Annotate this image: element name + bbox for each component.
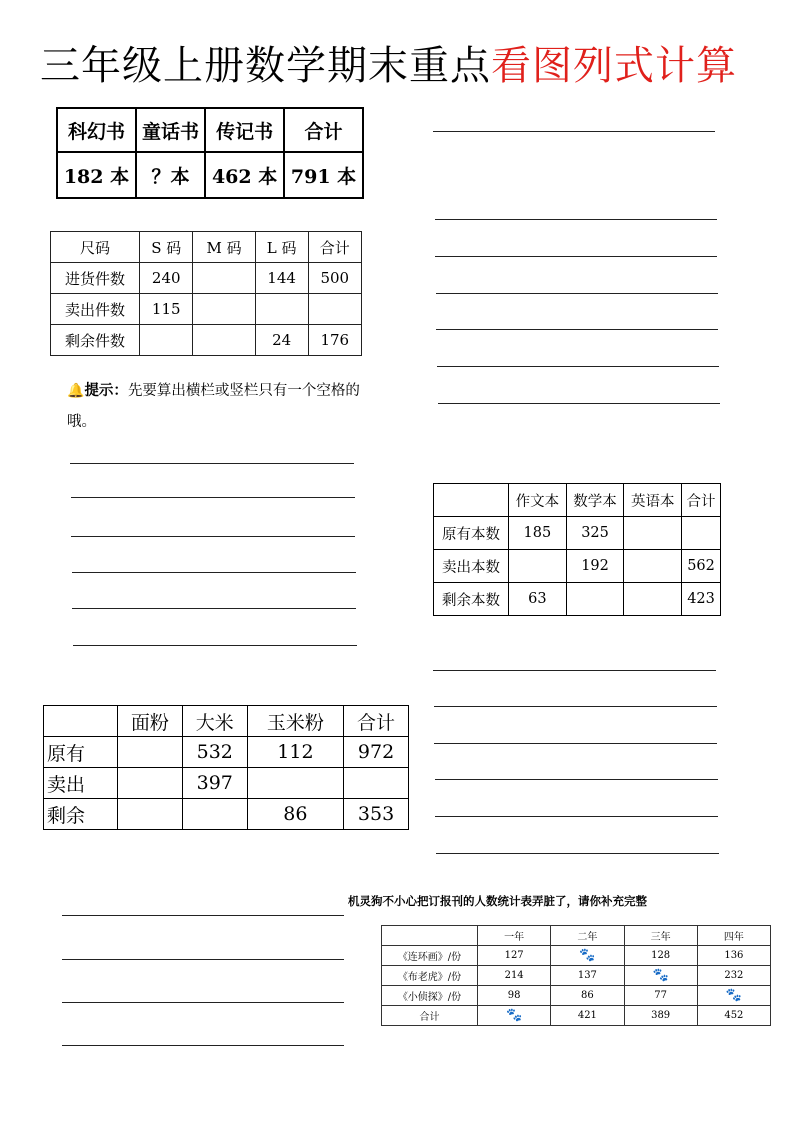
hint <box>67 376 367 438</box>
row-label: 剩余本数 <box>434 583 509 616</box>
table-cell <box>344 768 409 799</box>
table-cell: 972 <box>344 737 409 768</box>
paw-print-icon: 🐾 <box>725 988 742 1003</box>
subscription-caption: 机灵狗不小心把订报刊的人数统计表弄脏了，请你补充完整 <box>348 894 647 908</box>
table-cell <box>509 550 567 583</box>
table-cell <box>118 799 183 830</box>
table-cell: 532 <box>182 737 247 768</box>
clothes-size-table <box>50 231 362 356</box>
table-header: 四年 <box>697 926 770 946</box>
answer-line[interactable] <box>436 329 718 330</box>
table-cell: 77 <box>624 986 697 1006</box>
table-header <box>382 926 478 946</box>
table-header: 大米 <box>182 706 247 737</box>
table-row <box>51 294 362 325</box>
row-label: 卖出本数 <box>434 550 509 583</box>
table-cell <box>193 325 255 356</box>
table-cell: 500 <box>308 263 361 294</box>
table-row <box>57 108 363 152</box>
bell-icon: 🔔 <box>67 383 85 399</box>
answer-line[interactable] <box>437 366 719 367</box>
table-header <box>44 706 118 737</box>
table-cell <box>255 294 308 325</box>
table-row <box>44 768 409 799</box>
table-row <box>44 706 409 737</box>
title-black: 三年级上册数学期末重点 <box>40 43 491 89</box>
table-header: 数学本 <box>566 484 624 517</box>
table-cell: 452 <box>697 1006 770 1026</box>
table-cell <box>478 1006 551 1026</box>
table-cell: 389 <box>624 1006 697 1026</box>
table-cell: 127 <box>478 946 551 966</box>
title-red: 看图列式计算 <box>491 43 737 89</box>
table-cell: 240 <box>140 263 193 294</box>
answer-line[interactable] <box>73 645 357 646</box>
table-header: 科幻书 <box>57 108 136 152</box>
answer-line[interactable] <box>72 572 356 573</box>
row-label: 原有 <box>44 737 118 768</box>
table-cell: 562 <box>682 550 721 583</box>
table-row <box>57 152 363 198</box>
table-cell: 128 <box>624 946 697 966</box>
table-cell: 232 <box>697 966 770 986</box>
table-cell <box>247 768 343 799</box>
answer-line[interactable] <box>433 670 716 671</box>
table-row <box>382 926 771 946</box>
table-cell <box>624 966 697 986</box>
table-cell <box>182 799 247 830</box>
answer-line[interactable] <box>438 403 720 404</box>
answer-line[interactable] <box>436 293 718 294</box>
table-cell: 176 <box>308 325 361 356</box>
table-header: S 码 <box>140 232 193 263</box>
row-label: 进货件数 <box>51 263 140 294</box>
table-header: M 码 <box>193 232 255 263</box>
answer-line[interactable] <box>62 915 344 916</box>
table-cell: 144 <box>255 263 308 294</box>
answer-line[interactable] <box>434 706 717 707</box>
answer-line[interactable] <box>62 1045 344 1046</box>
table-cell: 137 <box>551 966 624 986</box>
answer-line[interactable] <box>72 608 356 609</box>
row-label: 原有本数 <box>434 517 509 550</box>
table-header: 二年 <box>551 926 624 946</box>
table-cell: 791 本 <box>284 152 363 198</box>
subscription-table <box>381 925 771 1026</box>
answer-line[interactable] <box>435 816 718 817</box>
table-header: 玉米粉 <box>247 706 343 737</box>
table-row <box>51 325 362 356</box>
table-row <box>382 1006 771 1026</box>
answer-line[interactable] <box>436 853 719 854</box>
table-cell: 353 <box>344 799 409 830</box>
answer-line[interactable] <box>71 497 355 498</box>
table-header: 面粉 <box>118 706 183 737</box>
table-cell: 462 本 <box>205 152 284 198</box>
table-cell: 24 <box>255 325 308 356</box>
table-cell: 325 <box>566 517 624 550</box>
notebook-table <box>433 483 721 616</box>
page-title <box>40 34 737 91</box>
books-table <box>56 107 364 199</box>
table-cell <box>193 263 255 294</box>
table-header: 合计 <box>284 108 363 152</box>
table-header: 传记书 <box>205 108 284 152</box>
row-label: 卖出件数 <box>51 294 140 325</box>
table-cell <box>140 325 193 356</box>
table-cell: 192 <box>566 550 624 583</box>
table-cell <box>682 517 721 550</box>
table-row <box>434 517 721 550</box>
table-row <box>434 550 721 583</box>
row-label: 剩余 <box>44 799 118 830</box>
table-cell <box>308 294 361 325</box>
answer-line[interactable] <box>62 1002 344 1003</box>
table-row <box>434 484 721 517</box>
table-header: 童话书 <box>136 108 205 152</box>
row-label: 《布老虎》/份 <box>382 966 478 986</box>
table-cell <box>551 946 624 966</box>
table-header <box>434 484 509 517</box>
table-cell <box>624 550 682 583</box>
table-row <box>434 583 721 616</box>
paw-print-icon: 🐾 <box>506 1008 523 1023</box>
table-cell: 112 <box>247 737 343 768</box>
table-row <box>44 737 409 768</box>
table-cell: 397 <box>182 768 247 799</box>
answer-line[interactable] <box>435 256 717 257</box>
table-cell: 63 <box>509 583 567 616</box>
table-row <box>382 986 771 1006</box>
table-cell <box>566 583 624 616</box>
answer-line[interactable] <box>434 743 717 744</box>
answer-line[interactable] <box>62 959 344 960</box>
table-header: 尺码 <box>51 232 140 263</box>
table-header: 英语本 <box>624 484 682 517</box>
answer-line[interactable] <box>433 131 715 132</box>
table-header: 合计 <box>682 484 721 517</box>
table-row <box>382 966 771 986</box>
table-cell <box>118 737 183 768</box>
table-cell: 423 <box>682 583 721 616</box>
table-cell <box>118 768 183 799</box>
row-label: 卖出 <box>44 768 118 799</box>
table-row <box>51 232 362 263</box>
table-cell <box>624 583 682 616</box>
answer-line[interactable] <box>435 219 717 220</box>
table-header: 合计 <box>308 232 361 263</box>
table-row <box>44 799 409 830</box>
row-label: 《连环画》/份 <box>382 946 478 966</box>
table-cell <box>193 294 255 325</box>
row-label: 剩余件数 <box>51 325 140 356</box>
table-header: L 码 <box>255 232 308 263</box>
table-cell: 115 <box>140 294 193 325</box>
paw-print-icon: 🐾 <box>579 948 596 963</box>
answer-line[interactable] <box>71 536 355 537</box>
table-row <box>51 263 362 294</box>
answer-line[interactable] <box>435 779 718 780</box>
row-label: 合计 <box>382 1006 478 1026</box>
table-cell: 86 <box>247 799 343 830</box>
hint-text: 先要算出横栏或竖栏只有一个空格的哦。 <box>67 383 360 430</box>
answer-line[interactable] <box>70 463 354 464</box>
table-cell: 136 <box>697 946 770 966</box>
table-cell: 214 <box>478 966 551 986</box>
row-label: 《小侦探》/份 <box>382 986 478 1006</box>
table-cell: 185 <box>509 517 567 550</box>
table-header: 作文本 <box>509 484 567 517</box>
table-cell: 98 <box>478 986 551 1006</box>
table-cell: 421 <box>551 1006 624 1026</box>
flour-rice-table <box>43 705 409 830</box>
table-header: 合计 <box>344 706 409 737</box>
table-header: 三年 <box>624 926 697 946</box>
table-cell <box>697 986 770 1006</box>
table-row <box>382 946 771 966</box>
table-cell <box>624 517 682 550</box>
hint-label: 提示： <box>84 383 128 399</box>
paw-print-icon: 🐾 <box>652 968 669 983</box>
table-cell: 86 <box>551 986 624 1006</box>
table-cell: ？本 <box>136 152 205 198</box>
table-cell: 182 本 <box>57 152 136 198</box>
table-header: 一年 <box>478 926 551 946</box>
